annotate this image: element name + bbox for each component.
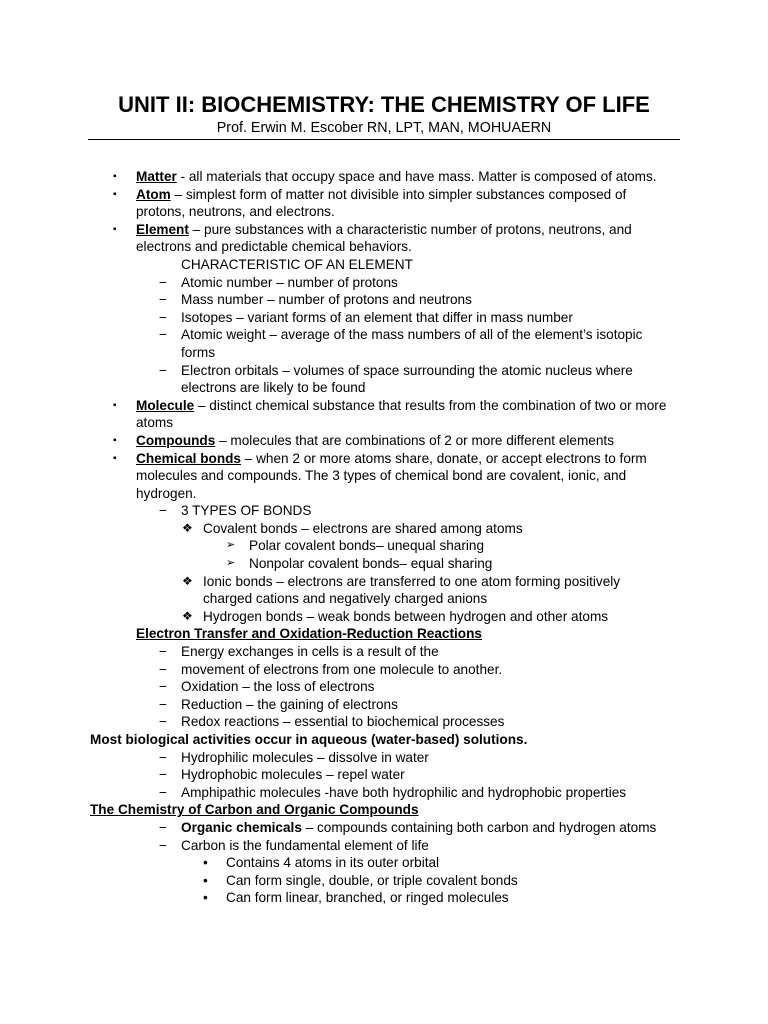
term-element: Element	[136, 221, 189, 237]
list-item-text: Amphipathic molecules -have both hydrophilic and hydrophobic properties	[181, 784, 627, 800]
list-item-text: Energy exchanges in cells is a result of the	[181, 644, 439, 660]
section-heading-carbon: The Chemistry of Carbon and Organic Compounds	[90, 802, 419, 818]
list-item-text: Isotopes – variant forms of an element that differ in mass number	[181, 309, 573, 325]
list-item-text: Covalent bonds – electrons are shared among atoms	[203, 520, 523, 536]
page-title: UNIT II: BIOCHEMISTRY: THE CHEMISTRY OF LIFE	[118, 92, 650, 117]
dash-bullet-icon: −	[159, 644, 167, 660]
list-item	[0, 889, 768, 907]
title-divider	[88, 139, 680, 140]
square-bullet-icon: ▪	[113, 223, 117, 235]
list-item	[0, 502, 768, 520]
dash-bullet-icon: −	[159, 362, 167, 378]
definition-text: protons, neutrons, and electrons.	[136, 204, 335, 220]
list-item-element	[0, 221, 768, 239]
list-item	[0, 713, 768, 731]
definition-text: atoms	[136, 415, 174, 431]
definition-text: – compounds containing both carbon and hydrogen atoms	[301, 819, 657, 835]
arrow-bullet-icon: ➢	[226, 557, 236, 570]
list-item	[0, 362, 768, 380]
list-item-text: Ionic bonds – electrons are transferred to one atom forming positively	[203, 573, 621, 589]
list-item	[0, 291, 768, 309]
list-item	[0, 872, 768, 890]
list-item	[0, 749, 768, 767]
list-item-chemical-bonds	[0, 450, 768, 468]
list-item	[0, 309, 768, 327]
list-item-text: Electron orbitals – volumes of space surrounding the atomic nucleus where	[181, 362, 633, 378]
dash-bullet-icon: −	[159, 661, 167, 677]
dash-bullet-icon: −	[159, 696, 167, 712]
definition-text: electrons and predictable chemical behaviors.	[136, 239, 412, 255]
list-item-text: Redox reactions – essential to biochemical processes	[181, 714, 505, 730]
notes-body	[0, 168, 768, 907]
list-item-text: Reduction – the gaining of electrons	[181, 696, 398, 712]
dash-bullet-icon: −	[159, 679, 167, 695]
dash-bullet-icon: −	[159, 714, 167, 730]
dot-bullet-icon: •	[203, 890, 208, 906]
term-chemical-bonds: Chemical bonds	[136, 450, 241, 466]
list-item	[0, 573, 768, 591]
diamond-bullet-icon: ❖	[182, 520, 193, 535]
list-item-text: Can form single, double, or triple covalent bonds	[226, 872, 518, 888]
term-matter: Matter	[136, 169, 177, 184]
definition-text: – pure substances with a characteristic number of protons, neutrons, and	[188, 221, 632, 237]
list-item-text: electrons are likely to be found	[181, 380, 366, 396]
list-item	[0, 696, 768, 714]
dash-bullet-icon: −	[159, 503, 167, 519]
list-item	[0, 520, 768, 538]
list-item	[0, 819, 768, 837]
dot-bullet-icon: •	[203, 872, 208, 888]
list-item-text: Can form linear, branched, or ringed molecules	[226, 890, 509, 906]
list-item	[0, 608, 768, 626]
definition-text: - all materials that occupy space and have mass. Matter is composed of atoms.	[176, 169, 657, 184]
section-heading-aqueous: Most biological activities occur in aqueous (water-based) solutions.	[90, 732, 528, 747]
dash-bullet-icon: −	[159, 309, 167, 325]
list-item	[0, 537, 768, 555]
list-item	[0, 555, 768, 573]
square-bullet-icon: ▪	[113, 399, 117, 411]
list-item-text: Hydrophilic molecules – dissolve in water	[181, 749, 429, 765]
list-item-text: Hydrogen bonds – weak bonds between hydrogen and other atoms	[203, 608, 609, 624]
dash-bullet-icon: −	[159, 819, 167, 835]
dash-bullet-icon: −	[159, 327, 167, 343]
definition-text: hydrogen.	[136, 485, 197, 501]
section-heading-redox: Electron Transfer and Oxidation-Reduction Reactions	[136, 626, 482, 642]
term-molecule: Molecule	[136, 397, 195, 413]
list-item-text: Nonpolar covalent bonds– equal sharing	[249, 556, 493, 572]
dash-bullet-icon: −	[159, 837, 167, 853]
diamond-bullet-icon: ❖	[182, 608, 193, 623]
definition-text: molecules and compounds. The 3 types of chemical bond are covalent, ionic, and	[136, 468, 627, 484]
square-bullet-icon: ▪	[113, 434, 117, 446]
list-item-text: movement of electrons from one molecule to another.	[181, 661, 503, 677]
section-subheading: 3 TYPES OF BONDS	[181, 503, 312, 519]
author-line: Prof. Erwin M. Escober RN, LPT, MAN, MOHUAERN	[216, 120, 552, 136]
list-item-text: charged cations and negatively charged anions	[203, 591, 488, 607]
list-item	[0, 661, 768, 679]
list-item-atom	[0, 186, 768, 204]
list-item	[0, 274, 768, 292]
list-item-text: Contains 4 atoms in its outer orbital	[226, 855, 440, 871]
list-item	[0, 766, 768, 784]
list-item-molecule	[0, 397, 768, 415]
square-bullet-icon: ▪	[113, 188, 117, 200]
definition-text: – when 2 or more atoms share, donate, or accept electrons to form	[241, 450, 647, 466]
list-item-text: Mass number – number of protons and neutrons	[181, 292, 472, 308]
list-item-matter	[0, 168, 768, 186]
dash-bullet-icon: −	[159, 274, 167, 290]
square-bullet-icon: ▪	[113, 171, 117, 182]
list-item	[0, 326, 768, 344]
list-item-text: Oxidation – the loss of electrons	[181, 679, 375, 695]
square-bullet-icon: ▪	[113, 452, 117, 464]
definition-text: – distinct chemical substance that results from the combination of two or more	[194, 397, 667, 413]
definition-text: – molecules that are combinations of 2 or more different elements	[215, 432, 615, 448]
dash-bullet-icon: −	[159, 767, 167, 783]
list-item-text: Hydrophobic molecules – repel water	[181, 767, 405, 783]
term-atom: Atom	[136, 186, 171, 202]
arrow-bullet-icon: ➢	[226, 539, 236, 552]
definition-text: – simplest form of matter not divisible into simpler substances composed of	[170, 186, 627, 202]
list-item	[0, 678, 768, 696]
list-item-text: Atomic weight – average of the mass numbers of all of the element’s isotopic	[181, 327, 643, 343]
list-item	[0, 854, 768, 872]
section-subheading: CHARACTERISTIC OF AN ELEMENT	[181, 256, 413, 272]
term-organic-chemicals: Organic chemicals	[181, 819, 302, 835]
dash-bullet-icon: −	[159, 749, 167, 765]
list-item-text: Carbon is the fundamental element of life	[181, 837, 429, 853]
list-item-text: Polar covalent bonds– unequal sharing	[249, 538, 485, 554]
list-item	[0, 643, 768, 661]
list-item-compounds	[0, 432, 768, 450]
list-item	[0, 837, 768, 855]
dash-bullet-icon: −	[159, 784, 167, 800]
term-compounds: Compounds	[136, 432, 216, 448]
diamond-bullet-icon: ❖	[182, 573, 193, 588]
list-item-text: forms	[181, 344, 215, 360]
list-item-text: Atomic number – number of protons	[181, 274, 398, 290]
dash-bullet-icon: −	[159, 292, 167, 308]
list-item	[0, 784, 768, 802]
dot-bullet-icon: •	[203, 855, 208, 871]
